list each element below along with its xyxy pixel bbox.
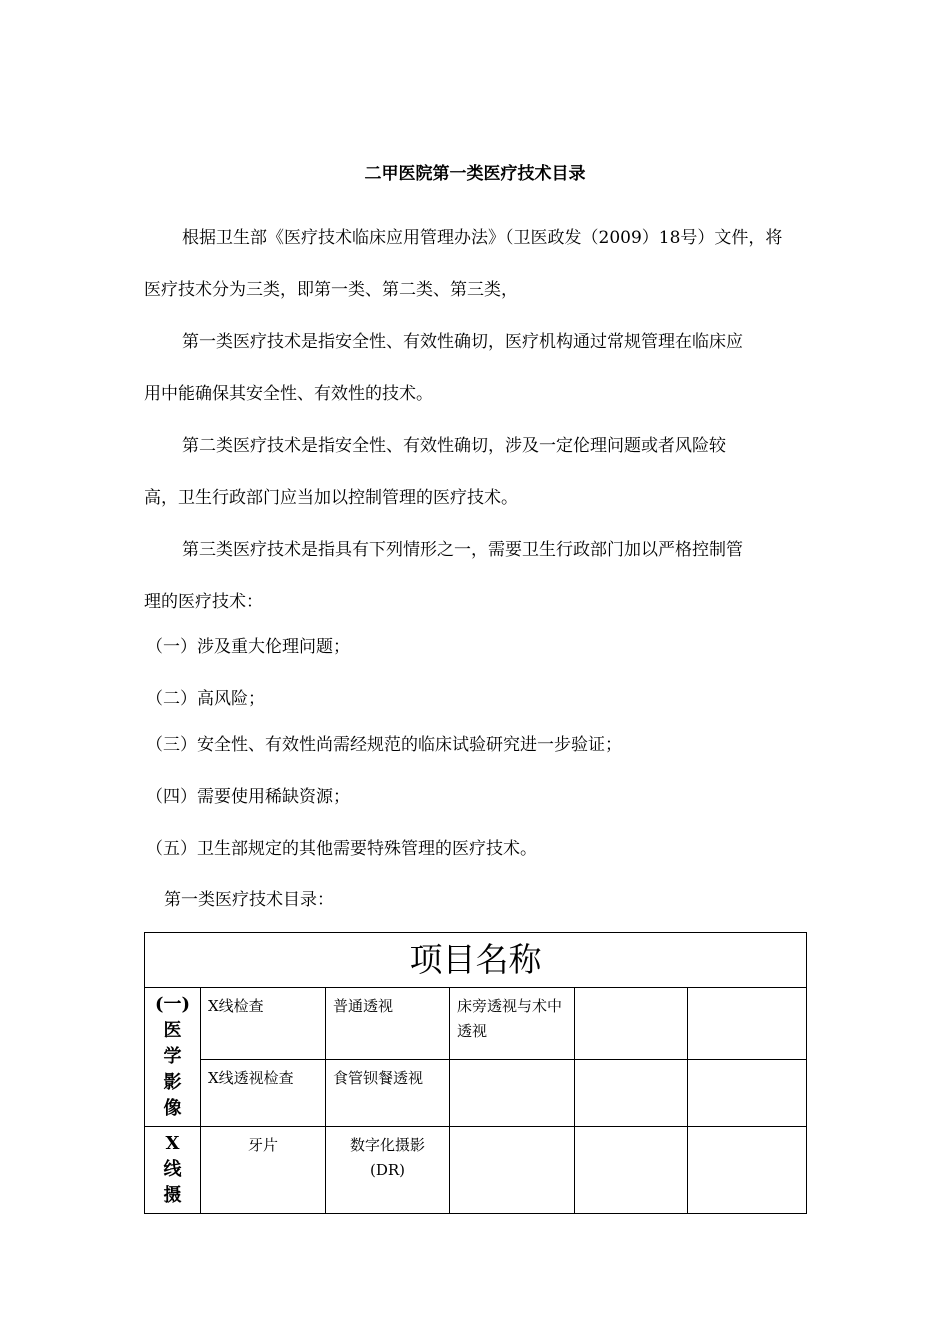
category-char: 摄 [163, 1185, 182, 1206]
table-cell [688, 1127, 807, 1214]
table-cell [575, 988, 688, 1060]
table-cell: 普通透视 [326, 988, 450, 1060]
table-cell [688, 1060, 807, 1127]
table-row [145, 1060, 807, 1127]
list-item: （三）安全性、有效性尚需经规范的临床试验研究进一步验证； [146, 735, 622, 755]
table-label: 第一类医疗技术目录： [164, 890, 334, 910]
category-cell [145, 1127, 201, 1214]
table-cell: 牙片 [201, 1127, 326, 1214]
table-header: 项目名称 [145, 933, 807, 988]
table-cell: 床旁透视与术中透视 [450, 988, 575, 1060]
catalog-table [144, 932, 807, 1214]
document-title: 二甲医院第一类医疗技术目录 [364, 164, 586, 184]
table-header-row [145, 933, 807, 988]
list-item: （四）需要使用稀缺资源； [146, 787, 350, 807]
paragraph-line: 理的医疗技术： [144, 592, 263, 612]
category-char: 学 [163, 1046, 182, 1067]
table-cell [450, 1060, 575, 1127]
table-cell: 食管钡餐透视 [326, 1060, 450, 1127]
table-cell: 数字化摄影(DR) [326, 1127, 450, 1214]
category-char: X [165, 1133, 180, 1154]
table-cell: X线检查 [201, 988, 326, 1060]
category-cell [145, 988, 201, 1127]
paragraph-line: 第一类医疗技术是指安全性、有效性确切，医疗机构通过常规管理在临床应 [182, 332, 743, 352]
list-item: （一）涉及重大伦理问题； [146, 637, 350, 657]
table-row [145, 1127, 807, 1214]
table-cell [575, 1127, 688, 1214]
table-row [145, 988, 807, 1060]
paragraph-line: 用中能确保其安全性、有效性的技术。 [144, 384, 433, 404]
table-cell [688, 988, 807, 1060]
paragraph-line: 医疗技术分为三类，即第一类、第二类、第三类， [144, 280, 518, 300]
paragraph-line: 第三类医疗技术是指具有下列情形之一，需要卫生行政部门加以严格控制管 [182, 540, 743, 560]
category-char: 医 [163, 1020, 182, 1041]
table-cell [450, 1127, 575, 1214]
category-char: 影 [163, 1072, 182, 1093]
table-cell: X线透视检查 [201, 1060, 326, 1127]
paragraph-line: 高，卫生行政部门应当加以控制管理的医疗技术。 [144, 488, 518, 508]
category-char: (一) [154, 994, 191, 1015]
list-item: （五）卫生部规定的其他需要特殊管理的医疗技术。 [146, 839, 537, 859]
paragraph-line: 第二类医疗技术是指安全性、有效性确切，涉及一定伦理问题或者风险较 [182, 436, 726, 456]
table-cell [575, 1060, 688, 1127]
category-char: 线 [163, 1159, 182, 1180]
paragraph-line: 根据卫生部《医疗技术临床应用管理办法》（卫医政发（2009）18号）文件，将 [182, 228, 783, 248]
list-item: （二）高风险； [146, 689, 265, 709]
category-char: 像 [163, 1098, 182, 1119]
